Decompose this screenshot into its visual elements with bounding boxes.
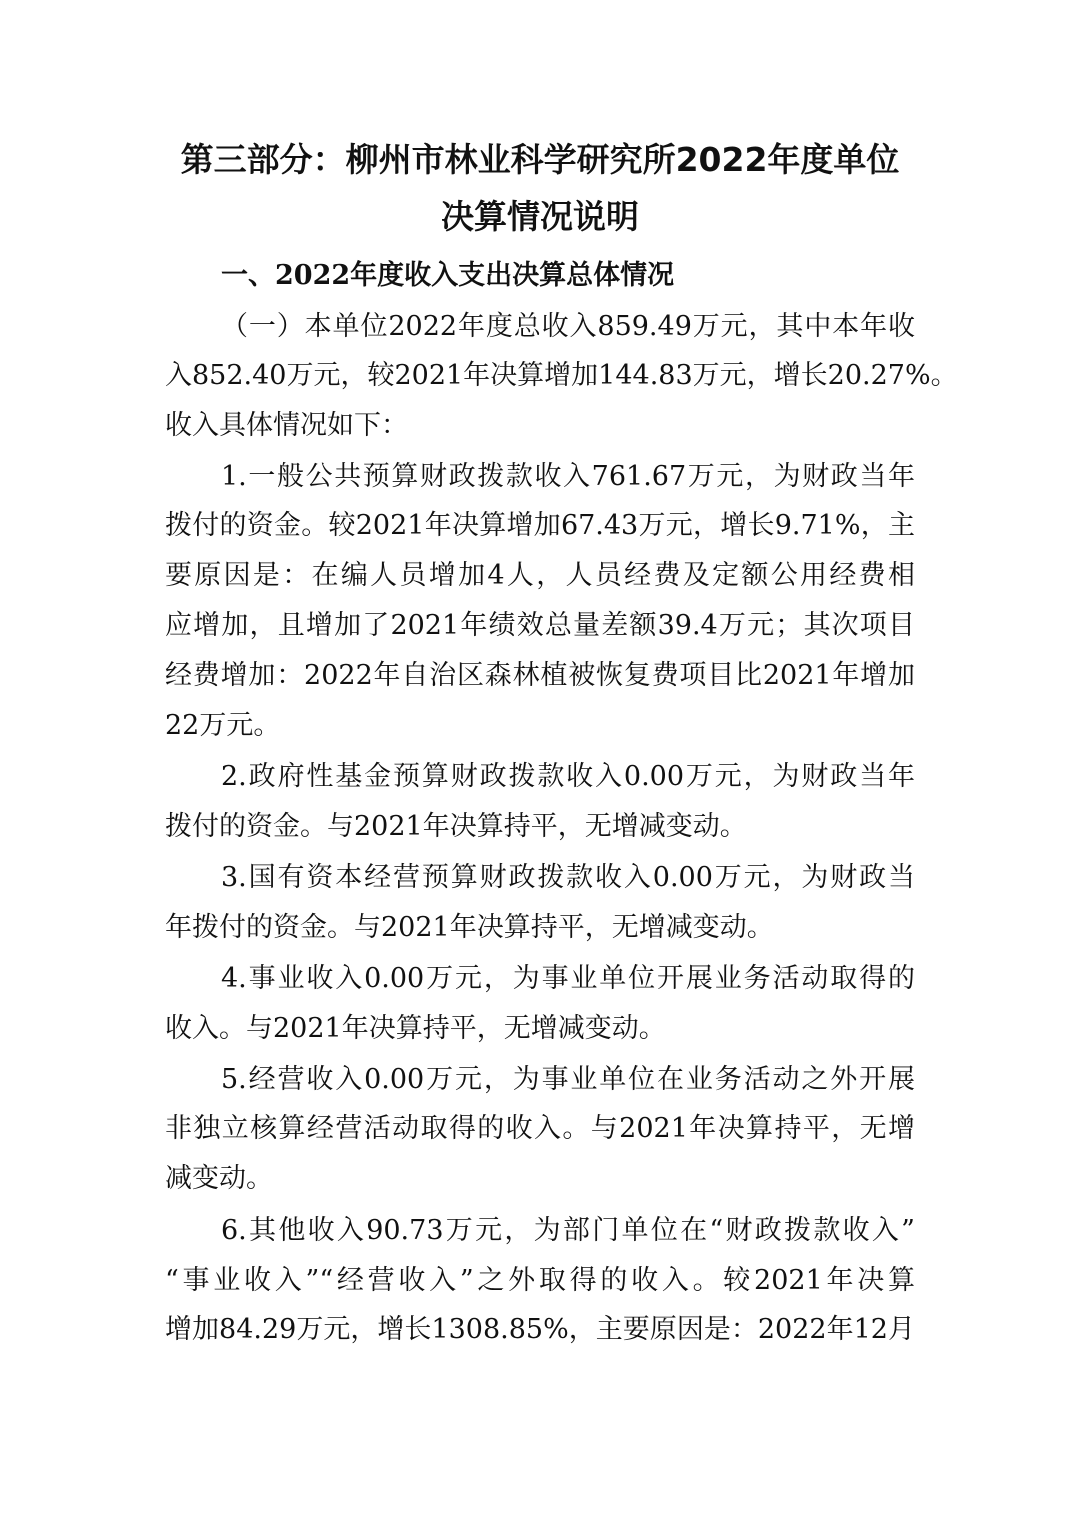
paragraph-line: 年拨付的资金。与2021年决算持平，无增减变动。 [165,912,774,943]
paragraph-line: 收入。与2021年决算持平，无增减变动。 [165,1013,666,1044]
paragraph-line: 22万元。 [165,710,281,741]
paragraph-line: 要原因是：在编人员增加4人，人员经费及定额公用经费相 [165,560,915,591]
paragraph-line: 应增加，且增加了2021年绩效总量差额39.4万元；其次项目 [165,610,915,641]
paragraph-line: “事业收入”“经营收入”之外取得的收入。较2021年决算 [165,1265,915,1296]
paragraph-line: 非独立核算经营活动取得的收入。与2021年决算持平，无增 [165,1113,915,1144]
paragraph-line: 拨付的资金。与2021年决算持平，无增减变动。 [165,811,747,842]
title-line-2: 决算情况说明 [441,197,639,236]
paragraph-line: 6.其他收入90.73万元，为部门单位在“财政拨款收入” [221,1215,915,1246]
paragraph-line: 入852.40万元，较2021年决算增加144.83万元，增长20.27%。 [165,360,958,391]
title-line-1: 第三部分：柳州市林业科学研究所2022年度单位 [180,140,900,179]
paragraph-line: 减变动。 [165,1163,273,1194]
paragraph-line: 1.一般公共预算财政拨款收入761.67万元，为财政当年 [221,461,915,492]
section-heading: 一、2022年度收入支出决算总体情况 [221,260,675,291]
paragraph-line: 增加84.29万元，增长1308.85%，主要原因是：2022年12月 [165,1314,915,1345]
paragraph-line: 3.国有资本经营预算财政拨款收入0.00万元，为财政当 [221,862,915,893]
paragraph-line: 经费增加：2022年自治区森林植被恢复费项目比2021年增加 [165,660,915,691]
document-title [165,131,915,245]
paragraph-line: （一）本单位2022年度总收入859.49万元，其中本年收 [221,311,915,342]
paragraph-line: 4.事业收入0.00万元，为事业单位开展业务活动取得的 [221,963,915,994]
paragraph-line: 2.政府性基金预算财政拨款收入0.00万元，为财政当年 [221,761,915,792]
paragraph-line: 5.经营收入0.00万元，为事业单位在业务活动之外开展 [221,1064,915,1095]
paragraph-line: 收入具体情况如下： [165,410,408,441]
paragraph-line: 拨付的资金。较2021年决算增加67.43万元，增长9.71%，主 [165,510,915,541]
